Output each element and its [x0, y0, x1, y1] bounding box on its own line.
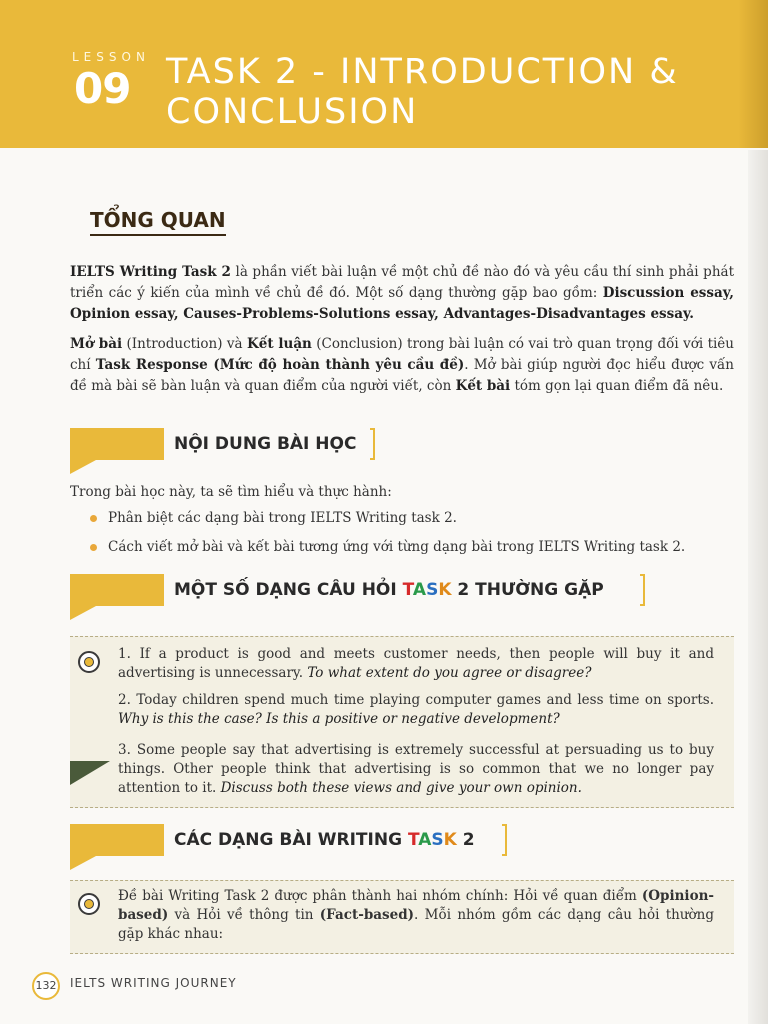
p2-strong-e: Task Response (Mức độ hoàn thành yêu cầu đề) — [95, 357, 465, 373]
lesson-content-list — [86, 508, 736, 566]
section-bar-tail — [70, 856, 96, 870]
bracket-right — [640, 574, 645, 606]
section-bar-block — [70, 574, 164, 606]
box-text-c: và Hỏi về thông tin — [168, 907, 320, 923]
common-questions-heading — [164, 574, 614, 606]
heading-text-b: 2 THƯỜNG GẶP — [451, 580, 604, 600]
p2-text-f: . Mở bài giúp người đọc hiểu được vấn đề mà bài sẽ bàn luận và quan điểm của người viết, còn — [70, 357, 734, 394]
page-number: 132 — [32, 972, 60, 1000]
box-strong-d: (Fact-based) — [319, 907, 415, 923]
heading-text-b: 2 — [456, 830, 475, 850]
lesson-number: 09 — [74, 64, 131, 113]
task-word: TASK — [407, 830, 457, 850]
lesson-content-intro: Trong bài học này, ta sẽ tìm hiểu và thực hành: — [70, 484, 392, 500]
section-bar-block — [70, 824, 164, 856]
question-1 — [118, 645, 714, 683]
lesson-title-line1: TASK 2 - INTRODUCTION & — [166, 52, 679, 92]
bracket-right — [370, 428, 375, 460]
lesson-title — [166, 52, 756, 132]
section-bar-tail — [70, 460, 96, 474]
essay-types-box — [70, 880, 734, 954]
p2-strong-a: Mở bài — [70, 336, 123, 352]
lesson-title-line2: CONCLUSION — [166, 92, 419, 132]
lesson-banner — [0, 0, 768, 148]
heading-text-a: MỘT SỐ DẠNG CÂU HỎI — [174, 580, 403, 600]
essay-types-text — [118, 887, 714, 944]
question-text: 2. Today children spend much time playing computer games and less time on sports. — [118, 692, 714, 708]
book-title: IELTS WRITING JOURNEY — [70, 976, 237, 990]
p2-text-d: (Conclusion) trong bài luận có vai trò quan trọng đối với tiêu chí — [70, 336, 734, 373]
lesson-label: LESSON — [72, 50, 150, 64]
page-edge — [748, 150, 768, 1024]
list-item: Phân biệt các dạng bài trong IELTS Writing task 2. — [86, 508, 736, 529]
p2-strong-g: Kết bài — [455, 378, 511, 394]
question-2 — [118, 691, 714, 729]
question-prompt: Discuss both these views and give your own opinion. — [220, 780, 582, 796]
lesson-content-heading: NỘI DUNG BÀI HỌC — [164, 428, 366, 460]
box-text-e: . Mỗi nhóm gồm các dạng câu hỏi thường gặp khác nhau: — [118, 907, 714, 942]
target-icon — [78, 651, 100, 673]
overview-paragraph-1 — [70, 262, 734, 325]
heading-text-a: CÁC DẠNG BÀI WRITING — [174, 830, 408, 850]
p1-text-b: là phần viết bài luận về một chủ đề nào đó và yêu cầu thí sinh phải phát triển các ý kiến của mình về chủ đề đó. Một số dạng thường gặp bao gồm: — [70, 264, 734, 301]
box-strong-b: (Opinion-based) — [118, 888, 714, 923]
section-bar-block — [70, 428, 164, 460]
question-prompt: To what extent do you agree or disagree? — [307, 665, 592, 681]
p2-strong-c: Kết luận — [247, 336, 312, 352]
target-icon — [78, 893, 100, 915]
questions-box — [70, 636, 734, 808]
p1-strong-c: Discussion essay, Opinion essay, Causes-Problems-Solutions essay, Advantages-Disadvantages essay. — [70, 285, 734, 322]
essay-types-heading — [164, 824, 485, 856]
question-text: 3. Some people say that advertising is extremely successful at persuading us to buy things. Other people think that advertising is so common that we no longer pay attention to it. — [118, 742, 714, 796]
corner-flag — [70, 761, 110, 785]
p1-strong-a: IELTS Writing Task 2 — [70, 264, 231, 280]
p2-text-h: tóm gọn lại quan điểm đã nêu. — [510, 378, 724, 394]
question-3 — [118, 741, 714, 798]
section-bar-tail — [70, 606, 96, 620]
task-word: TASK — [402, 580, 452, 600]
p2-text-b: (Introduction) và — [122, 336, 247, 352]
list-item: Cách viết mở bài và kết bài tương ứng với từng dạng bài trong IELTS Writing task 2. — [86, 537, 736, 558]
question-prompt: Why is this the case? Is this a positive or negative development? — [118, 711, 560, 727]
box-text-a: Đề bài Writing Task 2 được phân thành hai nhóm chính: Hỏi về quan điểm — [118, 888, 642, 904]
bracket-right — [502, 824, 507, 856]
question-text: 1. If a product is good and meets customer needs, then people will buy it and advertising is unnecessary. — [118, 646, 714, 681]
overview-heading: TỔNG QUAN — [90, 208, 226, 236]
overview-paragraph-2 — [70, 334, 734, 397]
